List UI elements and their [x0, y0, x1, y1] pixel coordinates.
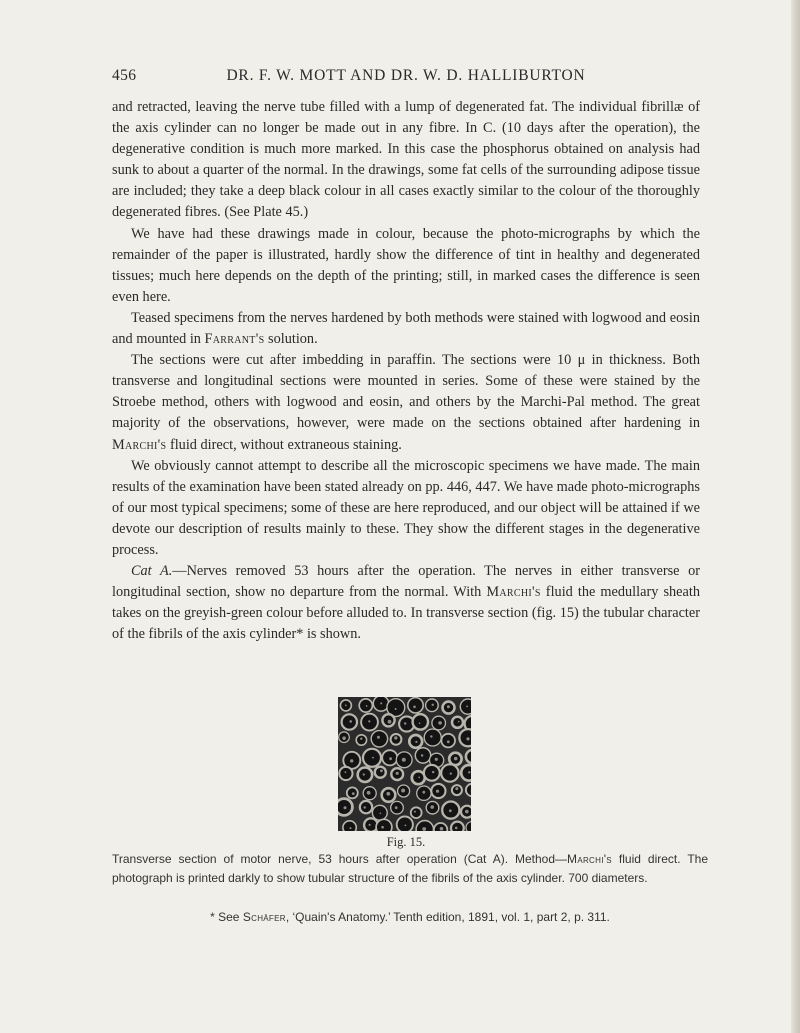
fibre-cross-section: [424, 729, 441, 746]
caption-marchi: Marchi's: [567, 852, 612, 866]
footnote-end: , ‘Quain's Anatomy.’ Tenth edition, 1891, vol. 1, part 2, p. 311.: [285, 910, 610, 924]
fibre-core: [366, 705, 368, 707]
fibre-core: [418, 777, 420, 779]
fibre-core: [435, 758, 438, 761]
fibre-core: [380, 813, 382, 815]
fibre-core: [363, 773, 365, 775]
fibre-cross-section: [359, 699, 372, 712]
running-head: DR. F. W. MOTT AND DR. W. D. HALLIBURTON: [226, 67, 586, 84]
fibre-cross-section: [411, 807, 422, 818]
fibre-cross-section: [466, 822, 471, 831]
fibre-cross-section: [408, 698, 423, 713]
body-text: [112, 97, 700, 645]
author-name-farrant: Farrant's: [204, 331, 265, 348]
fibre-core: [394, 736, 397, 739]
micrograph-figure: [338, 697, 471, 831]
paragraph-4-text: The sections were cut after imbedding in paraffin. The sections were 10 μ in thickness. Both transverse and longitudinal sections were mounted in series. Some of these were stained by the Stroebe method, others with logwood and eosin, and others by the Marchi-Pal method. The great majority of the observations, however, were made on the sections obtained after hardening in: [112, 352, 700, 432]
paragraph-6: [112, 561, 700, 645]
fibre-core: [447, 740, 450, 743]
fibre-core: [404, 722, 406, 724]
fibre-cross-section: [452, 785, 462, 795]
fibre-core: [349, 720, 352, 723]
fibre-core: [360, 738, 362, 740]
fibre-core: [436, 790, 439, 793]
paragraph-5-text: We obviously cannot attempt to describe all the microscopic specimens we have made. The main results of the examination have been stated already on pp. 446, 447. We have made photo-micrographs of our most typical specimens; some of these are here reproduced, and our object will be attained if we devote our description of results mainly to these. They show the different stages in the degenerative process.: [112, 457, 700, 558]
paragraph-3: [112, 308, 700, 350]
fibre-core: [368, 720, 370, 722]
paragraph-4-end: fluid direct, without extraneous staining.: [166, 436, 402, 453]
fibre-core: [372, 757, 374, 759]
author-name-marchi: Marchi's: [112, 436, 167, 453]
paragraph-1: [112, 97, 700, 224]
fibre-core: [377, 736, 380, 739]
fibre-cross-section: [459, 729, 471, 746]
fibre-core: [369, 824, 371, 826]
fibre-core: [455, 827, 458, 830]
cat-a-label: Cat A.: [131, 563, 173, 580]
fibre-core: [432, 704, 434, 706]
fibre-core: [389, 757, 392, 760]
fibre-cross-section: [397, 817, 413, 832]
paragraph-6-text: —Nerves removed 53 hours after the operation. The nerves in either transverse or longitudinal section, show no departure from the normal. With: [112, 563, 700, 601]
page-number: 456: [112, 67, 137, 84]
fibre-core: [468, 771, 470, 773]
fibre-core: [447, 705, 450, 708]
fibre-cross-section: [375, 767, 386, 778]
fibre-core: [380, 702, 382, 704]
fibre-core: [344, 806, 347, 809]
caption-text: Transverse section of motor nerve, 53 hours after operation (Cat A). Method—: [112, 852, 568, 866]
fibre-core: [465, 810, 469, 814]
fibre-cross-section: [466, 784, 471, 796]
fibre-core: [455, 787, 458, 790]
fibre-core: [419, 722, 421, 724]
fibre-cross-section: [452, 717, 463, 728]
fibre-core: [381, 826, 384, 829]
fibre-core: [466, 737, 469, 740]
fibre-core: [342, 736, 346, 740]
fibre-cross-section: [466, 750, 471, 763]
fibre-core: [438, 721, 442, 725]
fibre-cross-section: [356, 735, 366, 745]
fibre-cross-section: [343, 821, 356, 831]
footnote: [112, 908, 708, 926]
fibre-cross-section: [371, 731, 387, 747]
fibre-core: [450, 773, 452, 775]
fibre-cross-section: [413, 714, 428, 729]
fibre-cross-section: [342, 714, 357, 729]
paragraph-2: [112, 224, 700, 308]
paragraph-4: [112, 350, 700, 455]
fibre-cross-section: [460, 699, 471, 714]
fibre-core: [415, 741, 417, 743]
fibre-core: [422, 827, 426, 831]
fibre-core: [422, 791, 425, 794]
fibre-core: [466, 706, 468, 708]
fibre-cross-section: [360, 801, 372, 813]
paragraph-3-text: Teased specimens from the nerves hardened by both methods were stained with logwood and eosin and mounted in: [112, 309, 700, 348]
fibre-core: [421, 754, 423, 756]
fibre-core: [405, 825, 407, 827]
fibre-core: [367, 791, 371, 795]
fibre-core: [430, 735, 432, 737]
footnote-author: Schäfer: [242, 910, 286, 924]
paragraph-2-text: We have had these drawings made in colour, because the photo-micrographs by which the remainder of the paper is illustrated, hardly show the difference of tint in healthy and degenerated tissues; much here depends on the depth of the printing; still, in marked cases the difference is seen even here.: [112, 225, 700, 305]
fibre-core: [432, 771, 434, 773]
fibre-cross-section: [363, 749, 381, 767]
fibre-core: [430, 805, 434, 809]
author-name-marchi-2: Marchi's: [486, 584, 541, 601]
fibre-core: [364, 806, 366, 808]
paragraph-1-text: and retracted, leaving the nerve tube filled with a lump of degenerated fat. The individual fibrillæ of the axis cylinder can no longer be made out in any fibre. In C. (10 days after the operation), the degenerative condition is much more marked. In this case the phosphorus obtained on analysis had sunk to about a quarter of the normal. In the drawings, some fat cells of the surrounding adipose tissue are included; they take a deep black colour in all cases exactly similar to the colour of the thoroughly degenerated fibres. (See Plate 45.): [112, 99, 700, 221]
paragraph-6-end: fluid the medullary sheath takes on the greyish-green colour before alluded to. In transverse section (fig. 15) the tubular character of the fibrils of the axis cylinder* is shown.: [112, 584, 700, 643]
fibre-core: [386, 792, 390, 796]
fibre-core: [395, 708, 397, 710]
fibre-core: [380, 769, 383, 772]
fibre-cross-section: [451, 822, 464, 831]
fibre-cross-section: [358, 768, 372, 782]
figure-caption: [112, 850, 708, 888]
fibre-core: [345, 771, 347, 773]
fibre-cross-section: [424, 765, 440, 781]
fibre-core: [396, 772, 399, 775]
fibre-core: [345, 705, 347, 707]
fibre-core: [413, 706, 416, 709]
fibre-core: [458, 721, 460, 723]
fibre-core: [402, 758, 406, 762]
fibre-core: [352, 792, 355, 795]
fibre-core: [395, 806, 398, 809]
footnote-text: * See: [210, 910, 243, 924]
fibre-core: [350, 827, 352, 829]
fibre-core: [454, 757, 458, 761]
fibre-core: [388, 720, 392, 724]
micrograph-image: [338, 697, 471, 831]
fibre-core: [440, 827, 444, 831]
fibre-cross-section: [339, 767, 352, 780]
fibre-core: [449, 809, 452, 812]
fibre-core: [414, 811, 416, 813]
paragraph-5: [112, 456, 700, 561]
fibre-cross-section: [412, 771, 425, 784]
paragraph-3-end: solution.: [264, 331, 318, 348]
page-edge-shadow: [791, 0, 800, 1033]
fibre-core: [401, 789, 405, 793]
fibre-core: [350, 759, 353, 762]
page-header: [112, 67, 700, 89]
fibre-cross-section: [376, 819, 392, 831]
caption-end: fluid direct. The photograph is printed darkly to show tubular structure of the fibrils of the axis cylinder. 700 diameters.: [112, 852, 708, 886]
figure-label: Fig. 15.: [386, 835, 426, 849]
